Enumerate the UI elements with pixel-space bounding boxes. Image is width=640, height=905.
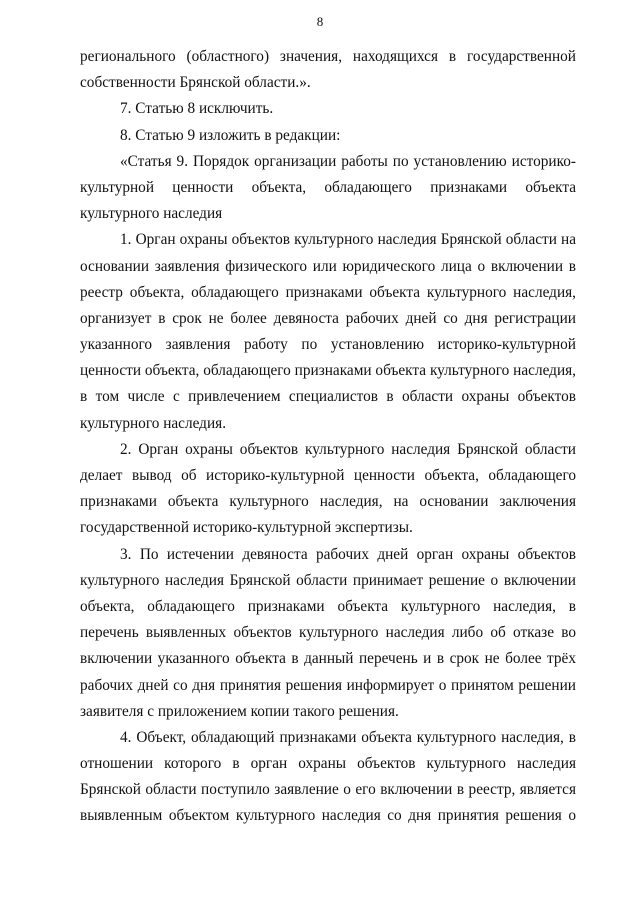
text-line: объекта, обладающего признаками объекта культурного наследия, в bbox=[80, 597, 576, 615]
text-line: регионального (областного) значения, находящихся в государственной bbox=[80, 48, 576, 65]
text-line: указанного заявления работу по установлению историко-культурной bbox=[80, 336, 576, 354]
text-line: культурной ценности объекта, обладающего признаками объекта bbox=[80, 178, 576, 196]
text-line: 8. Статью 9 изложить в редакции: bbox=[120, 126, 341, 144]
text-line: собственности Брянской области.». bbox=[80, 74, 311, 92]
text-line: включении указанного объекта в данный перечень и в срок не более трёх bbox=[80, 650, 576, 668]
text-line: в том числе с привлечением специалистов в области охраны объектов bbox=[80, 388, 576, 406]
text-line: 4. Объект, обладающий признаками объекта культурного наследия, в bbox=[120, 728, 576, 746]
text-line: делает вывод об историко-культурной ценности объекта, обладающего bbox=[80, 467, 576, 484]
text-line: Брянской области поступило заявление о его включении в реестр, является bbox=[80, 781, 576, 799]
text-line: государственной историко-культурной экспертизы. bbox=[80, 519, 413, 537]
text-line: ценности объекта, обладающего признаками объекта культурного наследия, bbox=[80, 362, 576, 380]
text-line: основании заявления физического или юридического лица о включении в bbox=[80, 257, 576, 275]
text-line: организует в срок не более девяноста рабочих дней со дня регистрации bbox=[80, 309, 576, 327]
text-line: отношении которого в орган охраны объектов культурного наследия bbox=[80, 755, 576, 773]
text-line: культурного наследия Брянской области принимает решение о включении bbox=[80, 571, 576, 589]
text-line: 1. Орган охраны объектов культурного наследия Брянской области на bbox=[120, 231, 576, 249]
text-line: культурного наследия bbox=[80, 205, 223, 223]
text-line: 7. Статью 8 исключить. bbox=[120, 100, 274, 118]
page-number: 8 bbox=[316, 14, 324, 29]
text-line: 2. Орган охраны объектов культурного наследия Брянской области bbox=[120, 440, 576, 458]
text-line: признаками объекта культурного наследия, на основании заключения bbox=[80, 493, 576, 511]
text-line: заявителя с приложением копии такого решения. bbox=[80, 702, 399, 720]
document-body bbox=[80, 44, 576, 830]
text-line: «Статья 9. Порядок организации работы по установлению историко- bbox=[120, 152, 576, 170]
text-line: культурного наследия. bbox=[80, 414, 227, 432]
text-line: рабочих дней со дня принятия решения информирует о принятом решении bbox=[80, 676, 576, 694]
text-line: 3. По истечении девяноста рабочих дней орган охраны объектов bbox=[120, 545, 576, 563]
text-line: перечень выявленных объектов культурного наследия либо об отказе во bbox=[80, 624, 576, 642]
text-line: реестр объекта, обладающего признаками объекта культурного наследия, bbox=[80, 283, 576, 301]
text-line: выявленным объектом культурного наследия со дня принятия решения о bbox=[80, 807, 576, 825]
